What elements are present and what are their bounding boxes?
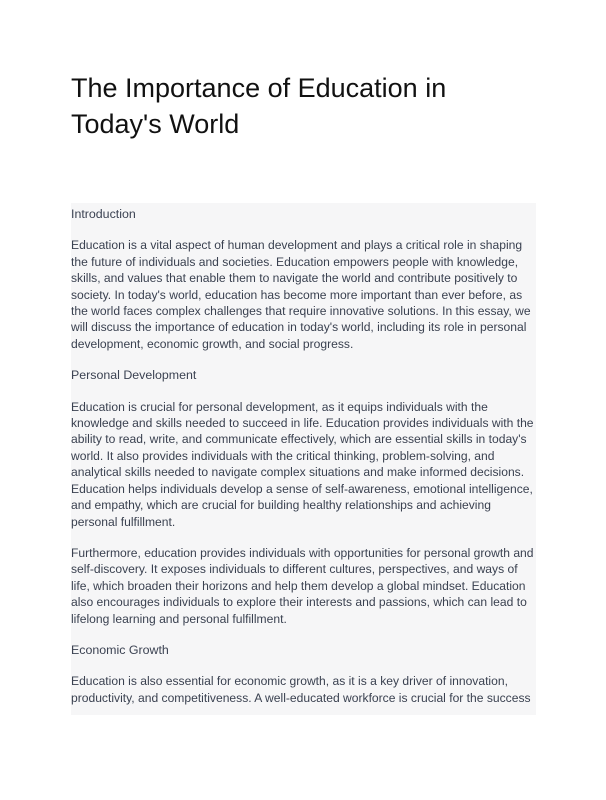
section-heading-economic-growth: Economic Growth (71, 642, 169, 657)
paragraph-personal-development-1: Education is crucial for personal development, as it equips individuals with the knowledge and skills needed to succeed in life. Education provides individuals with the ability to read, write, and communicate effectively, which are essential skills in today's world. It also provides individuals with the critical thinking, problem-solving, and analytical skills needed to navigate complex situations and make informed decisions. Education helps individuals develop a sense of self-awareness, emotional intelligence, and empathy, which are crucial for building healthy relationships and achieving personal fulfillment. (71, 399, 534, 529)
section-heading-introduction: Introduction (71, 207, 136, 221)
document-title: The Importance of Education in Today's World (71, 73, 447, 139)
paragraph-economic-growth: Education is also essential for economic growth, as it is a key driver of innovation, productivity, and competitiveness. A well-educated workforce is crucial for the success (71, 674, 531, 705)
section-heading-personal-development: Personal Development (71, 368, 197, 383)
paragraph-personal-development-2: Furthermore, education provides individuals with opportunities for personal growth and self-discovery. It exposes individuals to different cultures, perspectives, and ways of life, which broaden their horizons and help them develop a global mindset. Education also encourages individuals to explore their interests and passions, which can lead to lifelong learning and personal fulfillment. (71, 545, 534, 626)
paragraph-introduction: Education is a vital aspect of human development and plays a critical role in shaping the future of individuals and societies. Education empowers people with knowledge, skills, and values that enable them to navigate the world and contribute positively to society. In today's world, education has become more important than ever before, as the world faces complex challenges that require innovative solutions. In this essay, we will discuss the importance of education in today's world, including its role in personal development, economic growth, and social progress. (71, 238, 531, 351)
document-body (71, 203, 536, 715)
